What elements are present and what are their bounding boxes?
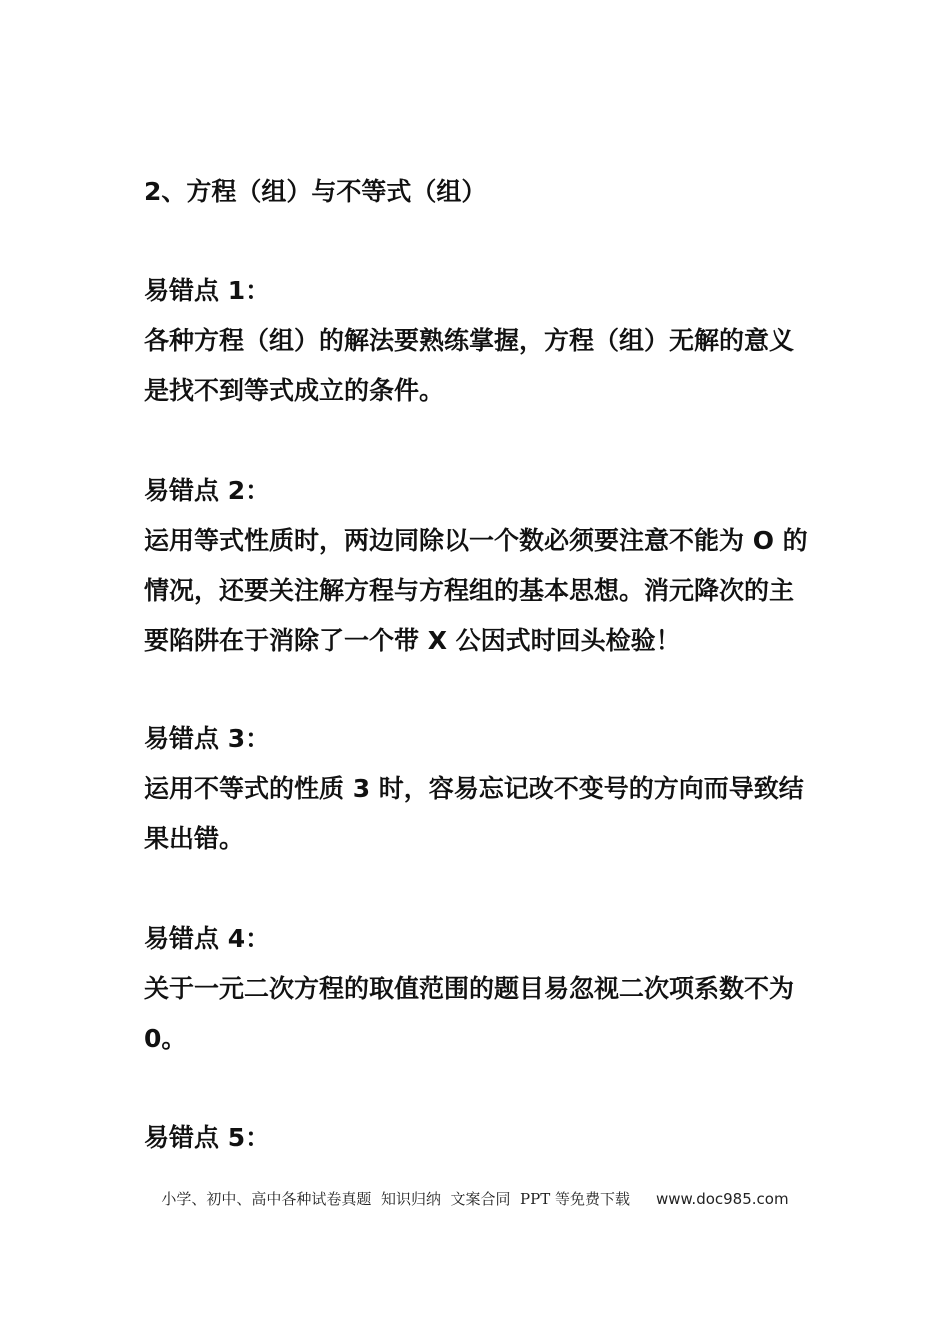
item-2-heading: 易错点 2： <box>144 476 271 505</box>
section-title: 2、方程（组）与不等式（组） <box>144 177 487 206</box>
page-footer <box>0 1188 950 1209</box>
item-4-text: 关于一元二次方程的取值范围的题目易忽视二次项系数不为 0。 <box>144 974 795 1053</box>
item-1-text: 各种方程（组）的解法要熟练掌握，方程（组）无解的意义是找不到等式成立的条件。 <box>144 326 795 405</box>
item-4-heading: 易错点 4： <box>144 924 271 953</box>
item-3-text: 运用不等式的性质 3 时，容易忘记改不变号的方向而导致结果出错。 <box>144 774 804 853</box>
item-5-heading: 易错点 5： <box>144 1123 271 1152</box>
footer-url[interactable]: www.doc985.com <box>656 1190 789 1208</box>
item-1-heading: 易错点 1： <box>144 276 271 305</box>
item-3-heading: 易错点 3： <box>144 724 271 753</box>
footer-text: 小学、初中、高中各种试卷真题 知识归纳 文案合同 PPT 等免费下载 <box>161 1190 630 1208</box>
item-2-text: 运用等式性质时，两边同除以一个数必须要注意不能为 O 的情况，还要关注解方程与方程组的基本思想。消元降次的主要陷阱在于消除了一个带 X 公因式时回头检验！ <box>144 526 808 655</box>
